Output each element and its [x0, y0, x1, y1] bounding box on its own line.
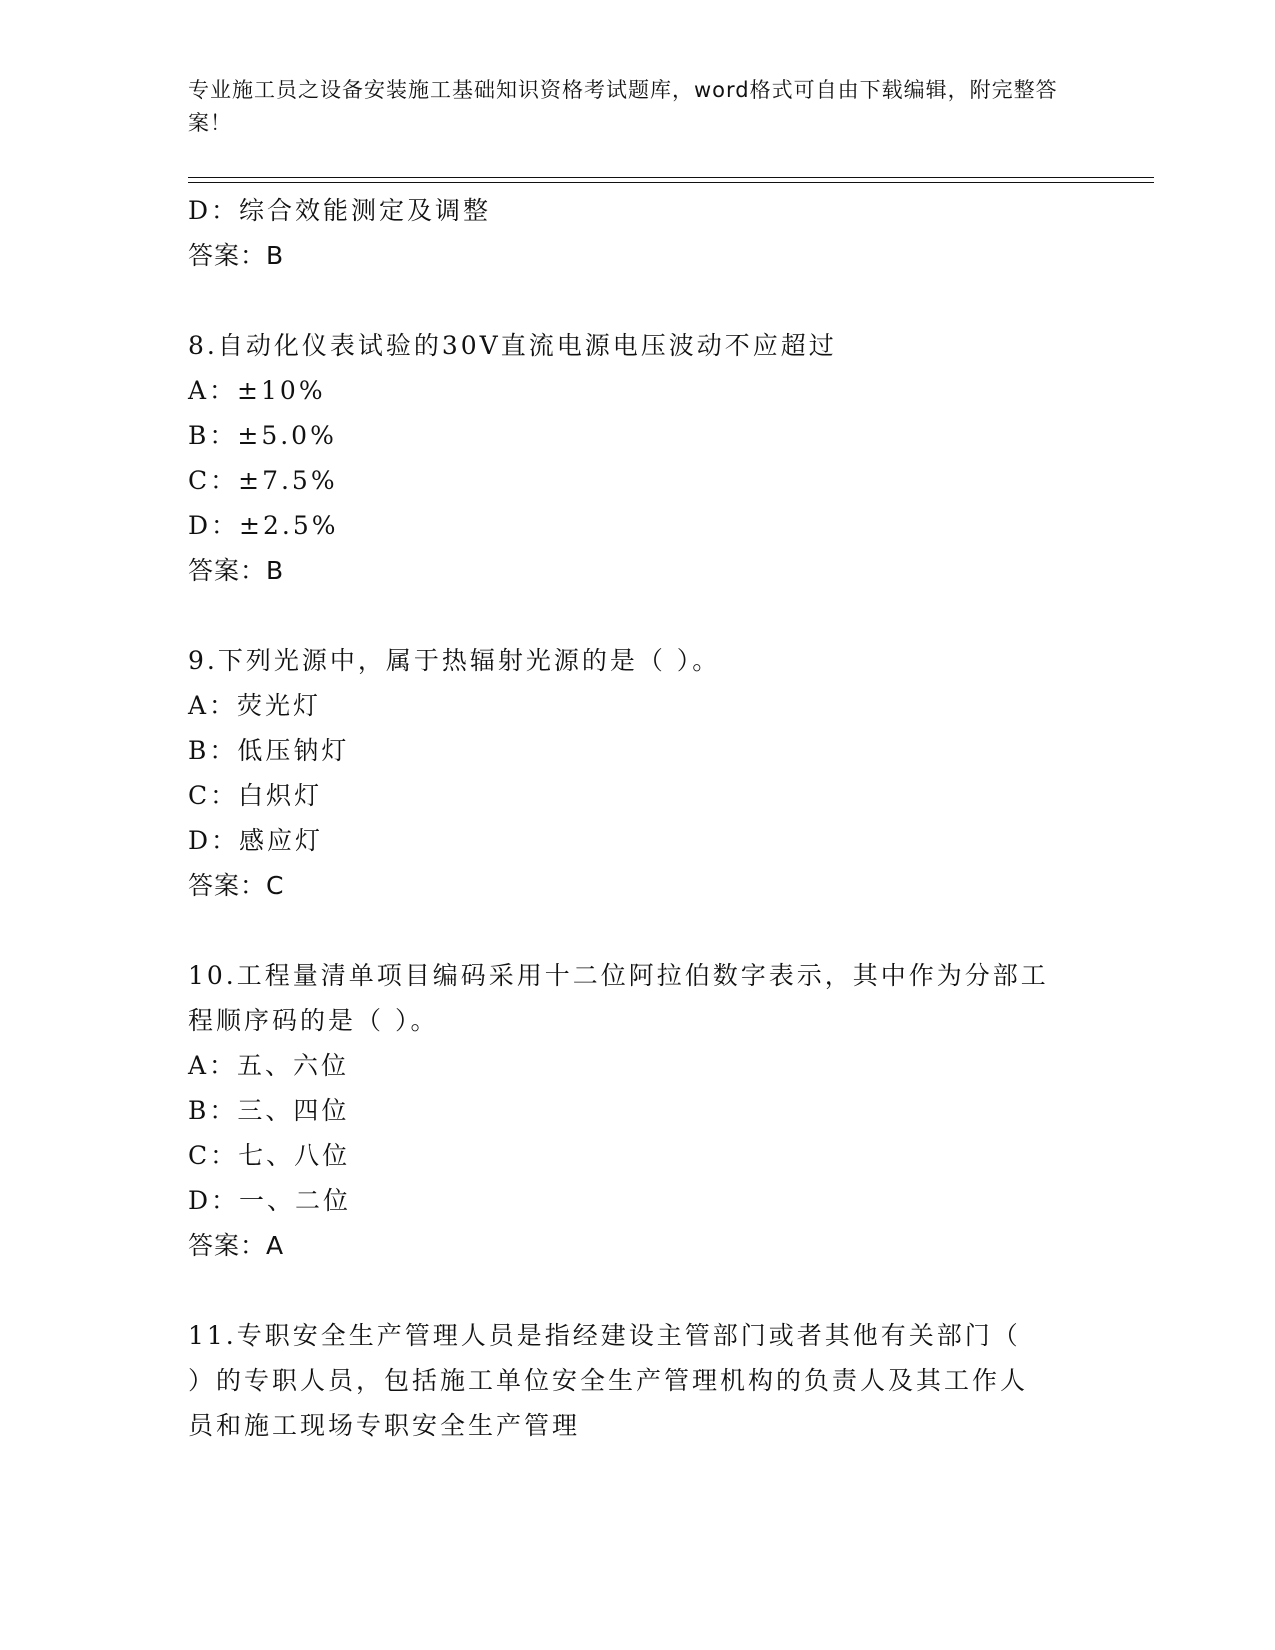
question-spacer — [188, 278, 1088, 323]
question-9-option-a: A：荧光灯 — [188, 691, 322, 720]
document-header: 专业施工员之设备安装施工基础知识资格考试题库，word格式可自由下载编辑，附完整答案！ — [188, 78, 1058, 135]
question-8-text: 8.自动化仪表试验的30V直流电源电压波动不应超过 — [188, 331, 837, 360]
question-10-option-a: A：五、六位 — [188, 1051, 350, 1080]
prev-answer: 答案：B — [188, 241, 285, 270]
question-10-text-line-1: 10.工程量清单项目编码采用十二位阿拉伯数字表示，其中作为分部工 — [188, 961, 1049, 990]
question-spacer — [188, 908, 1088, 953]
question-10-answer: 答案：A — [188, 1231, 285, 1260]
question-8-answer: 答案：B — [188, 556, 285, 585]
question-11-text-line-3: 员和施工现场专职安全生产管理 — [188, 1411, 581, 1440]
question-11-text-line-2: ）的专职人员，包括施工单位安全生产管理机构的负责人及其工作人 — [188, 1366, 1029, 1395]
question-8-option-a: A：±10% — [188, 376, 326, 405]
prev-option-d: D：综合效能测定及调整 — [188, 196, 492, 225]
question-spacer — [188, 593, 1088, 638]
question-10-option-b: B：三、四位 — [188, 1096, 350, 1125]
question-8-option-b: B：±5.0% — [188, 421, 337, 450]
question-9-option-b: B：低压钠灯 — [188, 736, 350, 765]
question-10-option-c: C：七、八位 — [188, 1141, 351, 1170]
question-10-text-line-2: 程顺序码的是（ ）。 — [188, 1006, 439, 1035]
question-8-option-c: C：±7.5% — [188, 466, 338, 495]
question-9-answer: 答案：C — [188, 871, 285, 900]
question-9-text: 9.下列光源中，属于热辐射光源的是（ ）。 — [188, 646, 721, 675]
question-list — [188, 188, 1088, 1448]
question-9-option-d: D：感应灯 — [188, 826, 324, 855]
question-spacer — [188, 1268, 1088, 1313]
header-divider-top — [188, 177, 1154, 178]
header-divider-bottom — [188, 182, 1154, 183]
question-10-option-d: D：一、二位 — [188, 1186, 352, 1215]
question-9-option-c: C：白炽灯 — [188, 781, 323, 810]
question-8-option-d: D：±2.5% — [188, 511, 339, 540]
question-11-text-line-1: 11.专职安全生产管理人员是指经建设主管部门或者其他有关部门（ — [188, 1321, 1021, 1350]
